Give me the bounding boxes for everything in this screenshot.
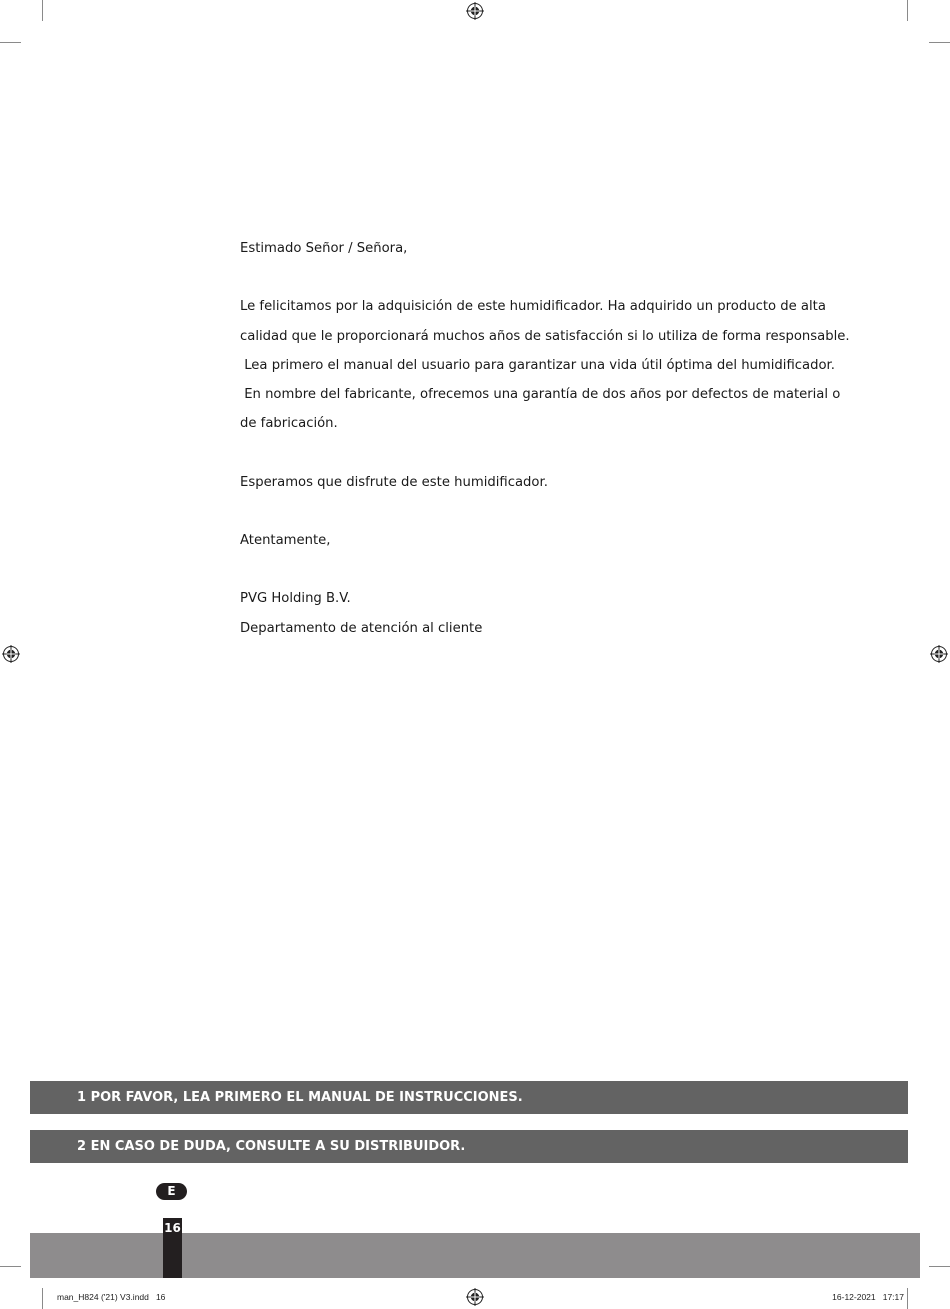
crop-mark-bottom-right-horizontal (929, 1266, 950, 1267)
slug-file-name: man_H824 ('21) V3.indd 16 (57, 1292, 166, 1302)
registration-target-icon (466, 1288, 484, 1306)
letter-company: PVG Holding B.V. (240, 591, 351, 607)
crop-mark-top-right-horizontal (929, 42, 950, 43)
page-number-tab (163, 1218, 182, 1278)
instruction-banner-1: 1 POR FAVOR, LEA PRIMERO EL MANUAL DE INSTRUCCIONES. (30, 1081, 908, 1114)
crop-mark-top-right-vertical (907, 0, 908, 21)
crop-mark-top-left-horizontal (0, 42, 21, 43)
letter-body-line: En nombre del fabricante, ofrecemos una garantía de dos años por defectos de material o (240, 387, 841, 402)
crop-mark-bottom-left-vertical (42, 1288, 43, 1309)
letter-signoff: Atentamente, (240, 532, 331, 548)
language-badge: E (156, 1183, 187, 1200)
letter-body-line: calidad que le proporcionará muchos años de satisfacción si lo utiliza de forma responsable. (240, 328, 850, 344)
crop-mark-bottom-left-horizontal (0, 1266, 21, 1267)
crop-mark-bottom-right-vertical (907, 1288, 908, 1309)
letter-body-line: de fabricación. (240, 416, 338, 432)
instruction-banner-2: 2 EN CASO DE DUDA, CONSULTE A SU DISTRIBUIDOR. (30, 1130, 908, 1163)
registration-target-icon (2, 645, 20, 663)
letter-body-line: Lea primero el manual del usuario para garantizar una vida útil óptima del humidificador. (240, 357, 835, 373)
letter (240, 234, 860, 643)
registration-target-icon (930, 645, 948, 663)
slug-datetime: 16-12-2021 17:17 (832, 1292, 904, 1302)
crop-mark-top-left-vertical (42, 0, 43, 21)
letter-greeting: Estimado Señor / Señora, (240, 241, 408, 256)
page-number: 16 (164, 1221, 181, 1235)
registration-target-icon (466, 2, 484, 20)
letter-closing-wish: Esperamos que disfrute de este humidificador. (240, 474, 548, 490)
letter-department: Departamento de atención al cliente (240, 620, 483, 636)
letter-body-line: Le felicitamos por la adquisición de este humidificador. Ha adquirido un producto de alta (240, 299, 826, 315)
